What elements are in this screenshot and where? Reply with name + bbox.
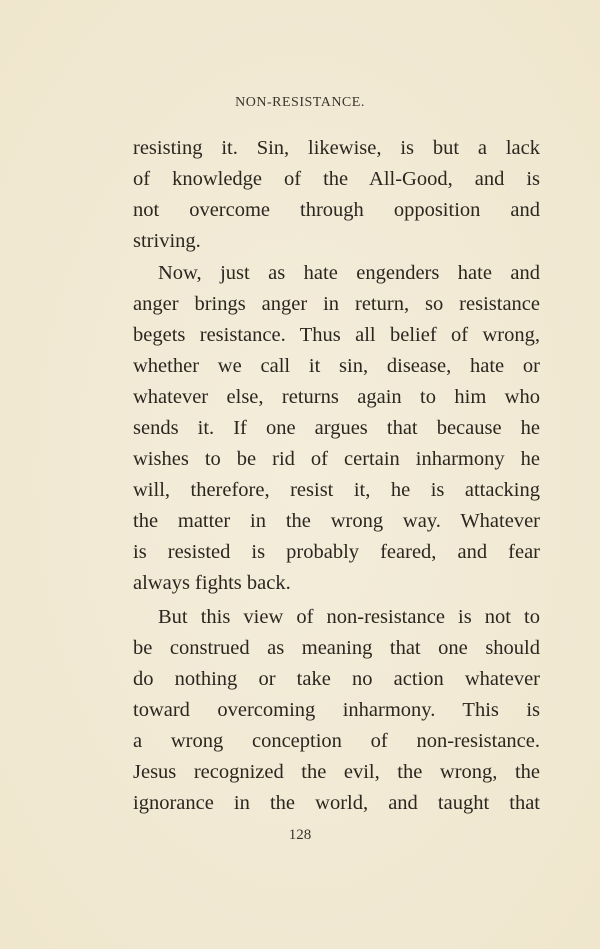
text-line: toward overcoming inharmony. This is xyxy=(133,699,540,721)
text-line: do nothing or take no action whatever xyxy=(133,668,540,690)
page-number: 128 xyxy=(288,827,312,843)
text-line: whatever else, returns again to him who xyxy=(133,386,540,408)
text-line: not overcome through opposition and xyxy=(133,199,540,221)
text-line: striving. xyxy=(133,230,201,252)
text-line: begets resistance. Thus all belief of wrong, xyxy=(133,324,540,346)
running-header: NON-RESISTANCE. xyxy=(235,95,365,110)
text-line: be construed as meaning that one should xyxy=(133,637,540,659)
text-line: is resisted is probably feared, and fear xyxy=(133,541,540,563)
text-line: the matter in the wrong way. Whatever xyxy=(133,510,540,532)
text-line: will, therefore, resist it, he is attacking xyxy=(133,479,540,501)
text-line: always fights back. xyxy=(133,572,291,594)
text-line: ignorance in the world, and taught that xyxy=(133,792,540,814)
text-line: a wrong conception of non-resistance. xyxy=(133,730,540,752)
text-line: whether we call it sin, disease, hate or xyxy=(133,355,540,377)
text-line: wishes to be rid of certain inharmony he xyxy=(133,448,540,470)
text-line: Jesus recognized the evil, the wrong, the xyxy=(133,761,540,783)
text-line: anger brings anger in return, so resistance xyxy=(133,293,540,315)
text-line: of knowledge of the All-Good, and is xyxy=(133,168,540,190)
text-line: resisting it. Sin, likewise, is but a lack xyxy=(133,137,540,159)
text-line: sends it. If one argues that because he xyxy=(133,417,540,439)
text-line: But this view of non-resistance is not to xyxy=(158,606,540,628)
text-line: Now, just as hate engenders hate and xyxy=(158,262,540,284)
